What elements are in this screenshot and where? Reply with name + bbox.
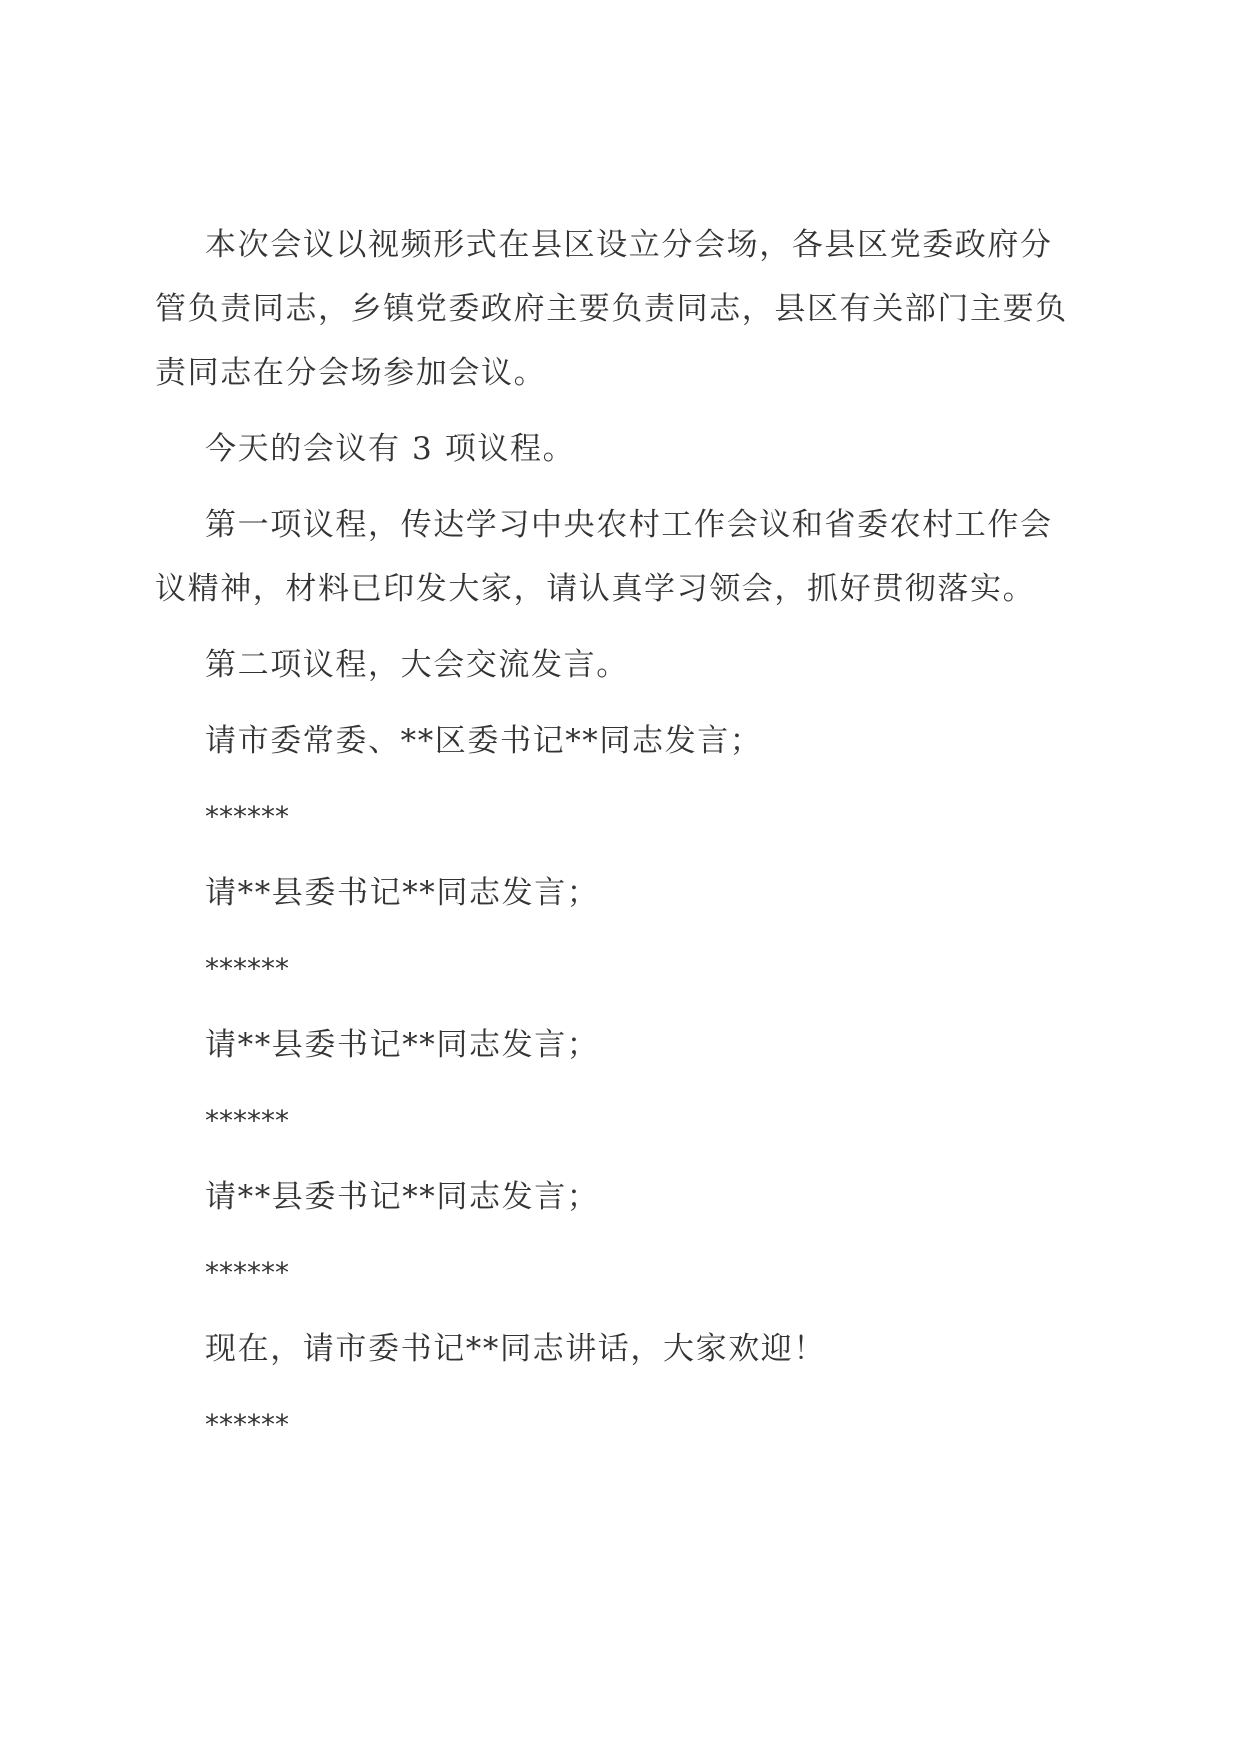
placeholder-stars-1: ****** [205,800,289,833]
paragraph-agenda-count: 今天的会议有 3 项议程。 [205,431,576,467]
paragraph-closing-speech: 现在，请市委书记**同志讲话，大家欢迎！ [205,1331,826,1367]
paragraph-speaker-2: 请**县委书记**同志发言； [205,875,600,911]
placeholder-stars-2: ****** [205,952,289,985]
placeholder-stars-5: ****** [205,1408,289,1441]
placeholder-stars-4: ****** [205,1256,289,1289]
document-body [155,213,1085,1457]
paragraph-agenda-item-2: 第二项议程，大会交流发言。 [205,647,629,683]
paragraph-agenda-item-1: 第一项议程，传达学习中央农村工作会议和省委农村工作会议精神，材料已印发大家，请认真学习领会，抓好贯彻落实。 [155,507,1053,607]
paragraph-speaker-3: 请**县委书记**同志发言； [205,1027,600,1063]
paragraph-meeting-format: 本次会议以视频形式在县区设立分会场，各县区党委政府分管负责同志，乡镇党委政府主要负责同志，县区有关部门主要负责同志在分会场参加会议。 [155,227,1068,391]
paragraph-speaker-4: 请**县委书记**同志发言； [205,1179,600,1215]
paragraph-speaker-1: 请市委常委、**区委书记**同志发言； [205,723,763,759]
placeholder-stars-3: ****** [205,1104,289,1137]
